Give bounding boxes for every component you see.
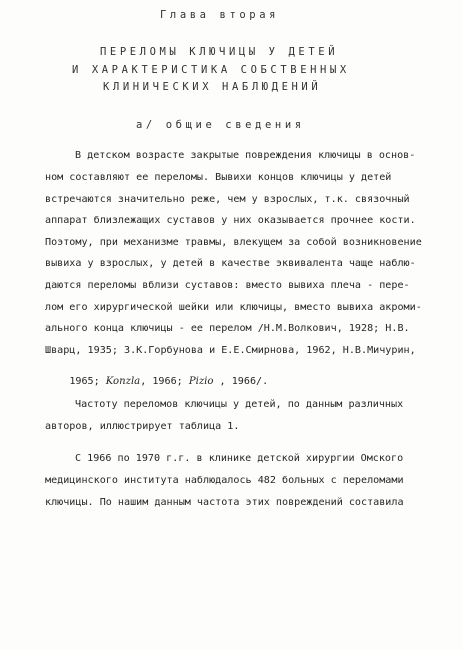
body-line: В детском возрасте закрытые повреждения ключицы в основ- <box>75 150 416 161</box>
body-line-text: 1965; <box>69 376 106 388</box>
body-line: лом его хирургической шейки или ключицы, вместо вывиха акроми- <box>45 302 422 313</box>
body-line <box>45 367 268 397</box>
body-line: Шварц, 1935; З.К.Горбунова и Е.Е.Смирнова, 1962, Н.В.Мичурин, <box>45 345 416 356</box>
chapter-title-line: И ХАРАКТЕРИСТИКА СОБСТВЕННЫХ <box>72 64 350 76</box>
body-line-text: , 1966; <box>140 376 189 388</box>
body-line: ального конца ключицы - ее перелом /Н.М.Волкович, 1928; Н.В. <box>45 323 410 334</box>
chapter-title-line: КЛИНИЧЕСКИХ НАБЛЮДЕНИЙ <box>103 81 322 93</box>
body-line: авторов, иллюстрирует таблица 1. <box>45 421 240 432</box>
body-line: ключицы. По нашим данным частота этих повреждений составила <box>45 497 404 508</box>
chapter-heading: Глава вторая <box>160 9 280 21</box>
body-line: вывиха у взрослых, у детей в качестве эквивалента чаще наблю- <box>45 258 416 269</box>
body-line: даются переломы вблизи суставов: вместо вывиха плеча - пере- <box>45 280 410 291</box>
body-line: аппарат близлежащих суставов у них оказывается прочнее кости. <box>45 215 416 226</box>
body-line: С 1966 по 1970 г.г. в клинике детской хирургии Омского <box>75 453 404 464</box>
chapter-title-line: ПЕРЕЛОМЫ КЛЮЧИЦЫ У ДЕТЕЙ <box>100 46 339 58</box>
body-line: встречаются значительно реже, чем у взрослых, т.к. связочный <box>45 194 410 205</box>
body-line: медицинского института наблюдалось 482 больных с переломами <box>45 475 404 486</box>
handwritten-author: Pizio <box>188 376 214 388</box>
body-line: Частоту переломов ключицы у детей, по данным различных <box>75 399 404 410</box>
handwritten-author: Konzla <box>105 376 141 388</box>
section-heading: а/ общие сведения <box>136 119 305 131</box>
body-line: ном составляют ее переломы. Вывихи концов ключицы у детей <box>45 172 392 183</box>
body-line-text: , 1966/. <box>213 376 269 388</box>
body-line: Поэтому, при механизме травмы, влекущем за собой возникновение <box>45 237 422 248</box>
